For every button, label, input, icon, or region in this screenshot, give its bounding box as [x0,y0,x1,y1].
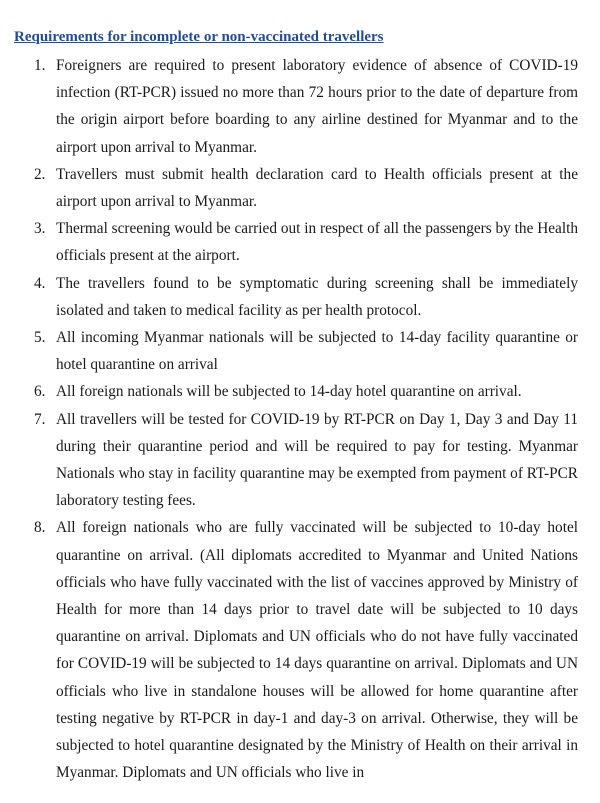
item-text: All foreign nationals who are fully vaccinated will be subjected to 10-day hotel quarantine on arrival. (All diplomats accredited to Myanmar and United Nations officials who have fully vaccinated with the list of vaccines approved by Ministry of Health for more than 14 days prior to travel date will be subjected to 10 days quarantine on arrival. Diplomats and UN officials who do not have fully vaccinated for COVID-19 will be subjected to 14 days quarantine on arrival. Diplomats and UN officials who live in standalone houses will be allowed for home quarantine after testing negative by RT-PCR in day-1 and day-3 on arrival. Otherwise, they will be subjected to hotel quarantine designated by the Ministry of Health on their arrival in Myanmar. Diplomats and UN officials who live in [56,519,578,782]
item-number: 8. [34,519,46,537]
list-item [12,215,578,269]
item-text: Travellers must submit health declaration card to Health officials present at the airport upon arrival to Myanmar. [56,165,578,211]
list-item [12,52,578,161]
item-number: 6. [34,383,46,401]
item-number: 5. [34,329,46,347]
list-item [12,270,578,324]
item-text: Thermal screening would be carried out in respect of all the passengers by the Health officials present at the airport. [56,220,578,265]
item-text: All incoming Myanmar nationals will be subjected to 14-day facility quarantine or hotel quarantine on arrival [56,329,578,374]
item-number: 7. [34,410,46,428]
item-number: 4. [34,274,46,292]
list-item [12,514,578,786]
item-text: All travellers will be tested for COVID-19 by RT-PCR on Day 1, Day 3 and Day 11 during their quarantine period and will be required to pay for testing. Myanmar Nationals who stay in facility quarantine may be exempted from payment of RT-PCR laboratory testing fees. [56,410,578,510]
list-item [12,406,578,515]
requirements-list [12,52,578,786]
list-item [12,378,578,405]
item-number: 3. [34,220,46,238]
item-text: Foreigners are required to present laboratory evidence of absence of COVID-19 infection (RT-PCR) issued no more than 72 hours prior to the date of departure from the origin airport before boarding to any airline destined for Myanmar and to the airport upon arrival to Myanmar. [56,57,578,156]
item-number: 1. [34,57,46,74]
list-item [12,324,578,378]
section-title: Requirements for incomplete or non-vaccinated travellers [14,29,384,45]
list-item [12,161,578,215]
item-text: The travellers found to be symptomatic during screening shall be immediately isolated and taken to medical facility as per health protocol. [56,274,578,319]
item-number: 2. [34,165,46,183]
item-text: All foreign nationals will be subjected to 14-day hotel quarantine on arrival. [56,383,522,401]
